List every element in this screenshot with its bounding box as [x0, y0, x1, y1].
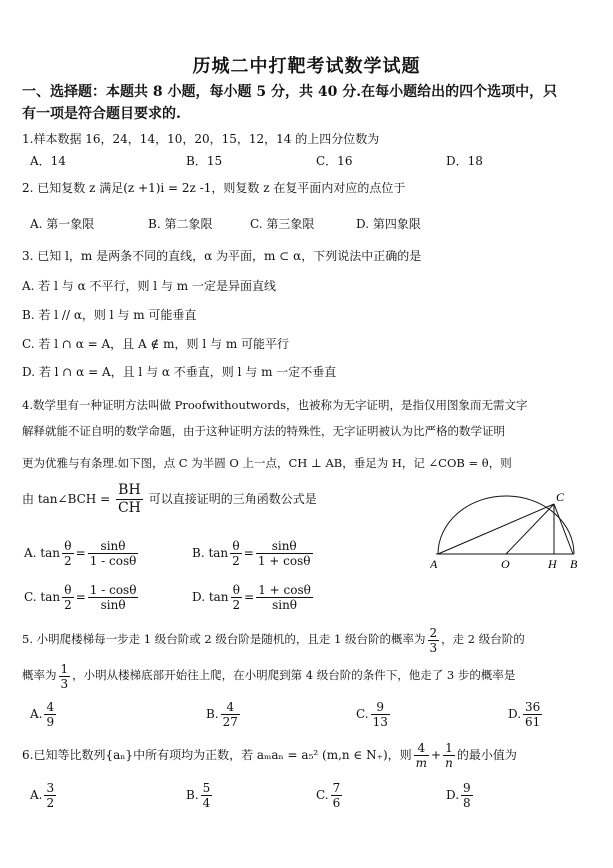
q4-a-rhs-den: 1 - cosθ	[89, 554, 137, 568]
q4-line4-suffix: 可以直接证明的三角函数公式是	[148, 492, 317, 506]
q5-c-label: C.	[356, 707, 369, 721]
q6-c-fraction	[331, 781, 343, 810]
q6-option-c	[316, 778, 344, 812]
q4-b-rhs-num: sinθ	[256, 539, 313, 554]
q4-c-rhs-num: 1 - cosθ	[89, 583, 137, 597]
q2-option-c: C. 第三象限	[250, 217, 315, 231]
q5-option-b	[206, 697, 242, 731]
q6-d-fraction	[461, 781, 473, 810]
q4-d-half-num: θ	[231, 583, 243, 598]
q4-c-half-num: θ	[62, 583, 74, 598]
q5-d-den: 61	[525, 715, 541, 729]
q4-frac-denominator: CH	[117, 500, 141, 516]
q5-b-num: 4	[221, 700, 240, 715]
q2-option-a: A. 第一象限	[30, 217, 95, 231]
q4-c-prefix: C. tan	[24, 590, 61, 604]
q5-b-den: 27	[222, 715, 238, 729]
q4-b-half-den: 2	[232, 554, 240, 568]
q6-plus: +	[431, 748, 442, 762]
q5-d-label: D.	[508, 707, 522, 721]
q5-a-label: A.	[30, 707, 43, 721]
q4-a-half-den: 2	[64, 554, 72, 568]
q4-option-c: C. tan $\frac{\theta}{2}$ = $\frac{1 - \cos\theta}{\sin\theta}$	[24, 583, 137, 612]
q4-option-a: A. tan $\frac{\theta}{2}$ = $\frac{\sin\theta}{1 - \cos\theta}$	[24, 539, 137, 568]
q5-c-den: 13	[372, 715, 388, 729]
page-title: 历城二中打靶考试数学试题	[192, 56, 421, 77]
q5-option-c	[356, 697, 392, 731]
q4-option-b: B. tan $\frac{\theta}{2}$ = $\frac{\sin\theta}{1 + \cos\theta}$	[192, 539, 311, 568]
q5-option-a	[30, 697, 58, 731]
q4-a-half-num: θ	[62, 539, 74, 554]
q5-a-den: 9	[46, 715, 55, 729]
q6-f1-den: m	[415, 756, 428, 770]
q5-prob1-den: 3	[429, 640, 438, 655]
q6-stem-prefix: 6.已知等比数列{aₙ}中所有项均为正数，若 aₘaₙ = a₅² (m,n ∈ N₊)，则	[22, 748, 412, 762]
q2-option-b: B. 第二象限	[148, 217, 213, 231]
q5-c-num: 9	[371, 700, 390, 715]
q3-stem: 3. 已知 l，m 是两条不同的直线，α 为平面，m ⊂ α，下列说法中正确的是	[22, 249, 422, 263]
q5-line2-prefix: 概率为	[22, 668, 57, 682]
q4-option-d: D. tan $\frac{\theta}{2}$ = $\frac{1 + \cos\theta}{\sin\theta}$	[192, 583, 311, 612]
q6-option-d	[446, 778, 475, 812]
q4-b-prefix: B. tan	[192, 546, 229, 560]
q5-option-d	[508, 697, 544, 731]
q4-c-rhs	[88, 583, 139, 612]
q4-c-half-den: 2	[64, 598, 72, 612]
q5-prob2-num: 1	[60, 661, 69, 676]
q4-line1: 4.数学里有一种证明方法叫做 Proofwithoutwords，也被称为无字证明，是指仅用图象而无需文字	[22, 398, 528, 412]
q3-option-d: D. 若 l ∩ α = A，且 l 与 α 不垂直，则 l 与 m 一定不垂直	[22, 365, 337, 379]
q6-b-label: B.	[186, 788, 199, 802]
q6-f2-den: n	[445, 756, 453, 770]
q2-option-d: D. 第四象限	[356, 217, 421, 231]
q4-d-rhs	[256, 583, 313, 612]
q5-line2-suffix: ，小明从楼梯底部开始往上爬，在小明爬到第 4 级台阶的条件下，他走了 3 步的概率是	[72, 668, 516, 682]
point-o-label: O	[501, 557, 510, 571]
q4-d-prefix: D. tan	[192, 590, 229, 604]
q6-f2-num: 1	[443, 741, 455, 756]
q1-option-c: C．16	[316, 154, 353, 168]
section-heading-line2: 有一项是符合题目要求的.	[22, 106, 181, 122]
q6-stem	[22, 738, 517, 772]
q6-c-label: C.	[316, 788, 329, 802]
q2-stem: 2. 已知复数 z 满足(z +1)i = 2z -1，则复数 z 在复平面内对应的点位于	[22, 181, 406, 195]
q4-b-half-num: θ	[230, 539, 242, 554]
q4-d-half-angle	[231, 583, 243, 612]
q6-frac-4-over-m	[414, 741, 429, 770]
segment-ac	[438, 504, 554, 554]
q1-option-b: B．15	[186, 154, 223, 168]
point-b-label: B	[570, 557, 578, 571]
q4-d-rhs-den: sinθ	[272, 598, 298, 612]
q3-option-a: A. 若 l 与 α 不平行，则 l 与 m 一定是异面直线	[22, 279, 276, 293]
point-c-label: C	[556, 490, 565, 504]
q5-b-label: B.	[206, 707, 219, 721]
q6-a-fraction	[44, 781, 56, 810]
q6-b-den: 4	[202, 796, 211, 810]
q3-option-b: B. 若 l // α，则 l 与 m 可能垂直	[22, 308, 197, 322]
q4-b-rhs-den: 1 + cosθ	[257, 554, 311, 568]
q4-frac-numerator: BH	[116, 482, 143, 500]
q4-b-rhs	[256, 539, 313, 568]
q6-a-label: A.	[30, 788, 43, 802]
q4-line2: 解释就能不证自明的数学命题，由于这种证明方法的特殊性，无字证明被认为比严格的数学证明	[22, 424, 505, 438]
q6-a-num: 3	[46, 781, 55, 795]
q6-f1-num: 4	[414, 741, 429, 756]
segment-oc	[506, 504, 554, 554]
q4-bh-ch-fraction	[116, 482, 143, 517]
q6-c-num: 7	[332, 781, 341, 795]
q5-d-fraction	[523, 700, 542, 729]
q5-line1-prefix: 5. 小明爬楼梯每一步走 1 级台阶或 2 级台阶是随机的，且走 1 级台阶的概率为	[22, 632, 426, 646]
q4-a-prefix: A. tan	[24, 546, 60, 560]
point-a-label: A	[430, 557, 438, 571]
q6-frac-1-over-n	[443, 741, 455, 770]
q5-prob2-den: 3	[60, 676, 69, 691]
section-heading-line1: 一、选择题：本题共 8 小题，每小题 5 分，共 40 分.在每小题给出的四个选项中，只	[22, 84, 558, 100]
q5-a-fraction	[44, 700, 56, 729]
q6-stem-suffix: 的最小值为	[456, 748, 517, 762]
point-h-label: H	[548, 557, 557, 571]
q1-option-a: A．14	[30, 154, 66, 168]
q4-d-rhs-num: 1 + cosθ	[258, 583, 311, 597]
q6-c-den: 6	[332, 796, 341, 810]
q4-line4-prefix: 由 tan∠BCH =	[22, 492, 111, 506]
q6-b-num: 5	[202, 781, 211, 795]
q5-b-fraction	[221, 700, 240, 729]
q4-a-rhs-num: sinθ	[88, 539, 139, 554]
q4-c-half-angle	[62, 583, 74, 612]
q4-a-half-angle	[62, 539, 74, 568]
q6-d-den: 8	[463, 796, 471, 810]
q5-prob2-fraction	[59, 662, 71, 691]
q5-prob1-num: 2	[429, 625, 438, 640]
q4-a-rhs	[88, 539, 139, 568]
semicircle-figure	[430, 490, 605, 575]
q4-c-rhs-den: sinθ	[100, 598, 126, 612]
q4-line3: 更为优雅与有条理.如下图，点 C 为半圆 O 上一点，CH ⊥ AB，垂足为 H，记 ∠COB = θ，则	[22, 456, 512, 470]
q6-a-den: 2	[46, 796, 55, 810]
q1-stem: 1.样本数据 16，24，14，10，20，15，12，14 的上四分位数为	[22, 132, 380, 146]
q4-line4	[22, 482, 317, 517]
q5-a-num: 4	[46, 700, 55, 714]
q5-line1	[22, 622, 525, 656]
q4-d-half-den: 2	[232, 598, 241, 612]
q3-option-c: C. 若 l ∩ α = A，且 A ∉ m，则 l 与 m 可能平行	[22, 337, 290, 351]
q6-option-a	[30, 778, 58, 812]
q5-prob1-fraction	[428, 626, 440, 655]
q6-d-num: 9	[463, 781, 471, 795]
q6-b-fraction	[201, 781, 213, 810]
q6-option-b	[186, 778, 214, 812]
q6-d-label: D.	[446, 788, 460, 802]
q5-line2	[22, 658, 515, 692]
q4-b-half-angle	[230, 539, 242, 568]
segment-cb	[554, 504, 573, 554]
q5-c-fraction	[371, 700, 390, 729]
q5-line1-suffix: ，走 2 级台阶的	[441, 632, 525, 646]
q5-d-num: 36	[525, 700, 541, 714]
q1-option-d: D．18	[446, 154, 483, 168]
